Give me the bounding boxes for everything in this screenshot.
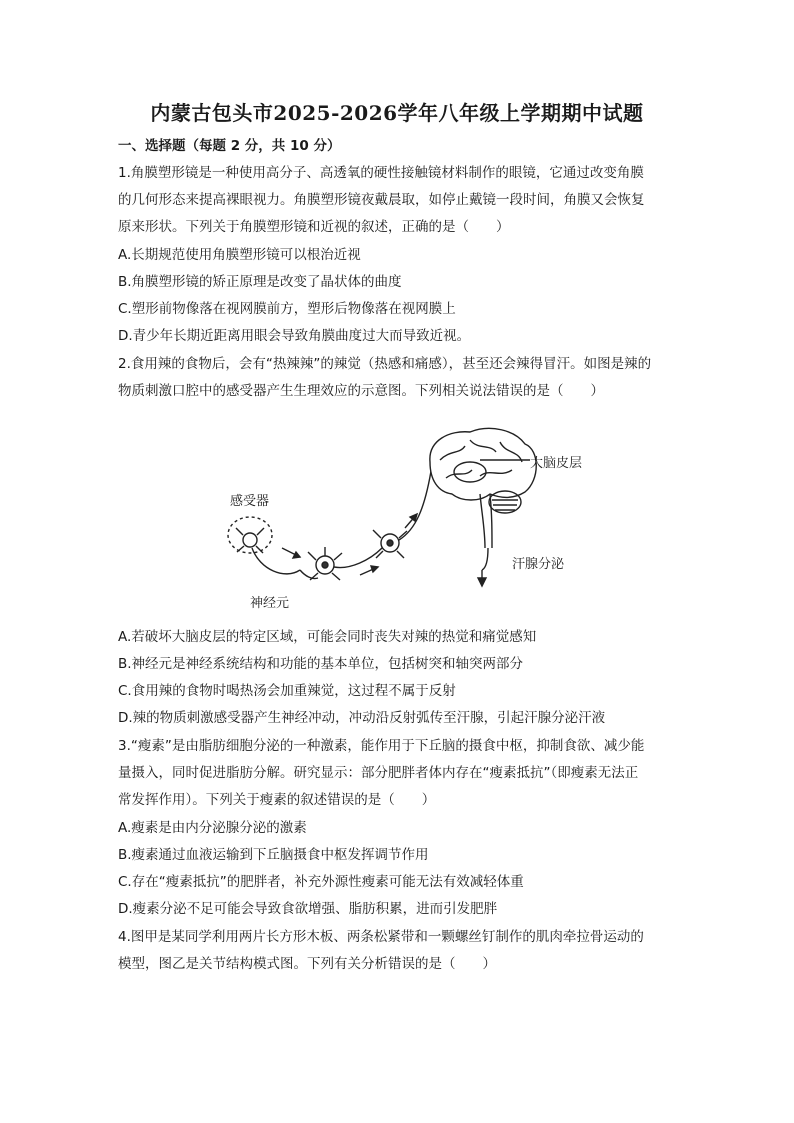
interneuron-axon <box>334 548 382 568</box>
page-title: 内蒙古包头市2025-2026学年八年级上学期期中试题 <box>150 101 644 125</box>
q1-stem-line: 1.角膜塑形镜是一种使用高分子、高透氧的硬性接触镜材料制作的眼镜，它通过改变角膜 <box>118 165 644 181</box>
brain-icon <box>430 428 536 500</box>
ascending-tract <box>399 465 432 540</box>
q2-option-b: B.神经元是神经系统结构和功能的基本单位，包括树突和轴突两部分 <box>118 656 524 672</box>
q3-option-a: A.瘦素是由内分泌腺分泌的激素 <box>118 820 307 836</box>
neuron-icon <box>308 547 342 580</box>
section-heading: 一、选择题（每题 2 分，共 10 分） <box>118 138 341 154</box>
q2-option-a: A.若破坏大脑皮层的特定区域，可能会同时丧失对辣的热觉和痛觉感知 <box>118 629 537 645</box>
q3-option-b: B.瘦素通过血液运输到下丘脑摄食中枢发挥调节作用 <box>118 847 429 863</box>
q3-option-d: D.瘦素分泌不足可能会导致食欲增强、脂肪积累，进而引发肥胖 <box>118 901 498 917</box>
q2-stem-line: 2.食用辣的食物后，会有“热辣辣”的辣觉（热感和痛感），甚至还会辣得冒汗。如图是辣的 <box>118 356 652 372</box>
reflex-arc-diagram <box>200 420 600 620</box>
q1-option-d: D.青少年长期近距离用眼会导致角膜曲度过大而导致近视。 <box>118 328 471 344</box>
receptor-axon <box>252 548 300 574</box>
q1-stem-line: 原来形状。下列关于角膜塑形镜和近视的叙述，正确的是（ ） <box>118 219 510 235</box>
label-receptor: 感受器 <box>230 494 270 509</box>
q1-stem-line: 的几何形态来提高裸眼视力。角膜塑形镜夜戴晨取，如停止戴镜一段时间，角膜又会恢复 <box>118 192 645 208</box>
q2-option-d: D.辣的物质刺激感受器产生神经冲动，冲动沿反射弧传至汗腺，引起汗腺分泌汗液 <box>118 710 606 726</box>
q3-stem-line: 常发挥作用）。下列关于瘦素的叙述错误的是（ ） <box>118 792 436 808</box>
reflex-arc-figure <box>200 420 600 620</box>
label-sweat-gland: 汗腺分泌 <box>512 557 565 572</box>
brainstem <box>480 494 485 548</box>
receptor-cell-icon <box>236 528 264 553</box>
descending-tract <box>482 548 488 570</box>
q3-stem-line: 3.“瘦素”是由脂肪细胞分泌的一种激素，能作用于下丘脑的摄食中枢，抑制食欲、减少能 <box>118 738 645 754</box>
label-neuron: 神经元 <box>250 596 290 611</box>
q1-option-c: C.塑形前物像落在视网膜前方，塑形后物像落在视网膜上 <box>118 301 456 317</box>
q4-stem-line: 4.图甲是某同学利用两片长方形木板、两条松紧带和一颗螺丝钉制作的肌肉牵拉骨运动的 <box>118 929 644 945</box>
q1-option-b: B.角膜塑形镜的矫正原理是改变了晶状体的曲度 <box>118 274 402 290</box>
q3-option-c: C.存在“瘦素抵抗”的肥胖者，补充外源性瘦素可能无法有效减轻体重 <box>118 874 524 890</box>
neuron-icon <box>373 530 407 558</box>
label-cerebral-cortex: 大脑皮层 <box>530 456 583 471</box>
q2-stem-line: 物质刺激口腔中的感受器产生生理效应的示意图。下列相关说法错误的是（ ） <box>118 383 604 399</box>
q2-option-c: C.食用辣的食物时喝热汤会加重辣觉，这过程不属于反射 <box>118 683 456 699</box>
q3-stem-line: 量摄入，同时促进脂肪分解。研究显示：部分肥胖者体内存在“瘦素抵抗”（即瘦素无法正 <box>118 765 639 781</box>
q1-option-a: A.长期规范使用角膜塑形镜可以根治近视 <box>118 247 361 263</box>
q4-stem-line: 模型，图乙是关节结构模式图。下列有关分析错误的是（ ） <box>118 956 496 972</box>
